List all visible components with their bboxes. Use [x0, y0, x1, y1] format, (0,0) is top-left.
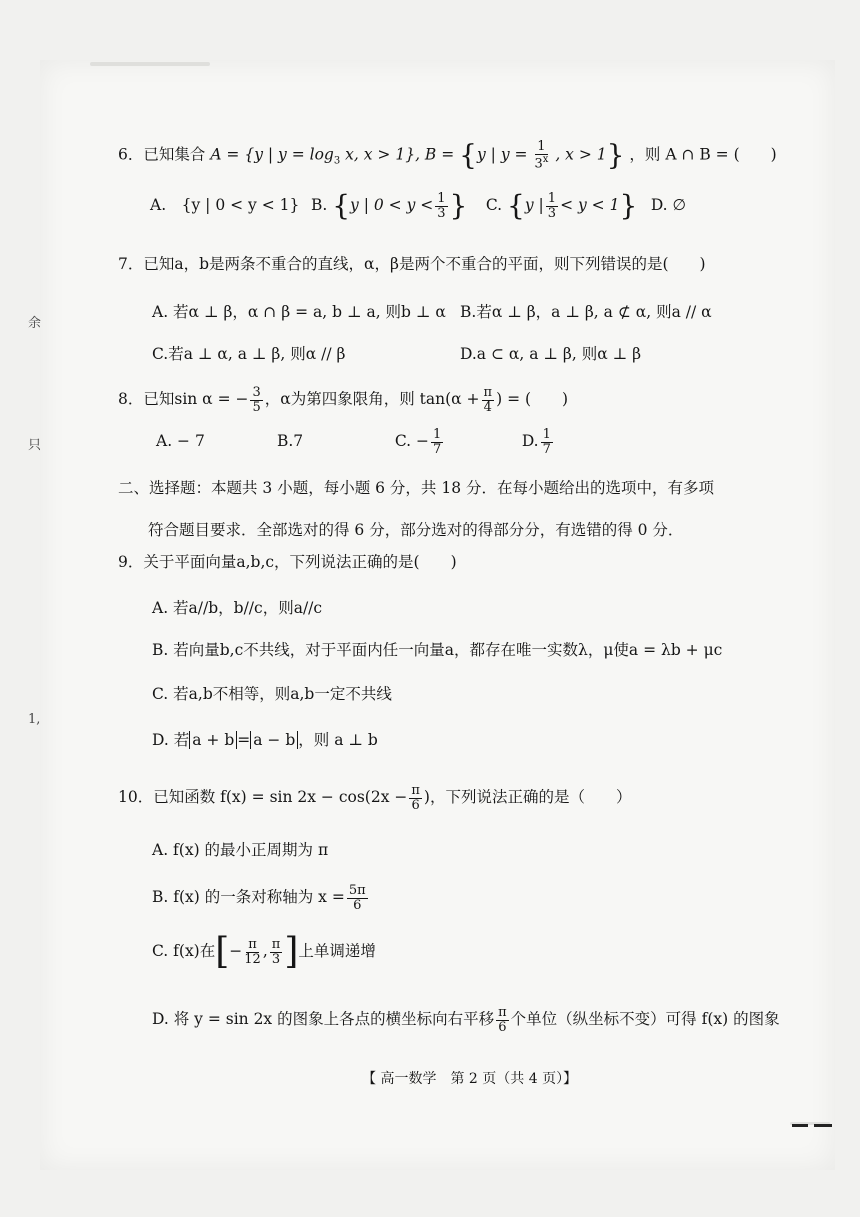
q9-abs-right: a − b — [250, 731, 298, 749]
fraction-numerator: 1 — [547, 191, 557, 206]
q7-option-d: D.a ⊂ α, a ⊥ β, 则α ⊥ β — [460, 345, 642, 363]
left-brace: { — [507, 189, 525, 223]
option-label: B. — [310, 196, 328, 215]
right-brace: } — [449, 189, 468, 223]
q7-option-c: C.若a ⊥ α, a ⊥ β, 则α // β — [152, 345, 346, 363]
q9-option-c: C. 若a,b不相等，则a,b一定不共线 — [152, 685, 392, 703]
q10-stem-pre: 10．已知函数 f(x) = sin 2x − cos(2x − — [118, 788, 408, 807]
right-brace: } — [606, 138, 625, 172]
fraction-denominator: 6 — [411, 797, 420, 813]
edge-dash — [792, 1124, 808, 1127]
fraction-denominator: 6 — [353, 897, 362, 913]
q6-stem-end: ，则 A ∩ B = ( ) — [629, 145, 777, 164]
q10-option-a: A. f(x) 的最小正周期为 π — [152, 841, 329, 859]
q10-option-d — [152, 1006, 780, 1034]
q9-option-d — [152, 730, 378, 750]
fraction-numerator: 1 — [433, 427, 442, 442]
equals-sign: = — [237, 731, 251, 749]
fraction-exponent: x — [542, 153, 549, 165]
q10-option-c: C. f(x)在[− $\frac{\pi}{12}$ , $\frac{\pi}{3}$ ]上单调递增 — [152, 931, 376, 972]
q8-option-b: B.7 — [276, 432, 304, 451]
q9-abs-left: a + b — [189, 731, 237, 749]
left-brace: { — [459, 138, 477, 172]
option-set: < y < 1 — [560, 196, 620, 215]
margin-mark: 余 — [28, 316, 42, 331]
q8-fraction — [250, 386, 262, 414]
q9-option-a: A. 若a//b，b//c，则a//c — [152, 599, 323, 617]
option-fraction — [546, 192, 558, 220]
section-2-instructions: 符合题目要求．全部选对的得 6 分，部分选对的得部分分，有选错的得 0 分． — [148, 521, 684, 539]
margin-mark: 只 — [28, 438, 42, 453]
fraction-numerator: π — [411, 783, 420, 798]
right-bracket: ] — [284, 931, 299, 972]
option-label: D. 将 y = sin 2x 的图象上各点的横坐标向右平移 — [152, 1010, 495, 1029]
option-fraction — [347, 884, 368, 912]
option-fraction — [496, 1006, 509, 1034]
q8-pi-fraction — [482, 386, 495, 414]
option-label: D. 若 — [152, 731, 190, 749]
q7-option-a: A. 若α ⊥ β，α ∩ β = a, b ⊥ a, 则b ⊥ α — [152, 303, 446, 321]
q6-option-b — [310, 189, 481, 223]
option-set: y | 0 < y < — [350, 196, 434, 215]
fraction-numerator: 1 — [542, 427, 551, 442]
q10-stem-end: )，下列说法正确的是（ ） — [423, 788, 632, 807]
question-7-stem: 7．已知a，b是两条不重合的直线，α，β是两个不重合的平面，则下列错误的是( ) — [118, 255, 706, 273]
left-brace: { — [332, 189, 351, 223]
q6-set-a-end: x, x > 1}, B = — [340, 145, 455, 164]
option-label: B. f(x) 的一条对称轴为 x = — [152, 888, 345, 907]
fraction-denominator: 6 — [498, 1019, 507, 1035]
option-fraction — [431, 428, 443, 456]
q6-option-a: A. {y | 0 < y < 1} — [150, 196, 300, 215]
q6-set-b-pre: y | y = — [477, 145, 528, 164]
fraction-denominator: 3 — [437, 205, 446, 221]
option-label: D. — [521, 432, 539, 451]
question-10-stem — [118, 784, 631, 812]
fraction-numerator: π — [498, 1005, 507, 1020]
q6-set-b-post: , x > 1 — [555, 145, 607, 164]
q6-option-c — [485, 189, 646, 223]
question-6-stem — [118, 140, 777, 171]
fraction-denominator: 3 — [534, 155, 543, 171]
q8-option-d — [522, 428, 555, 456]
q7-option-b: B.若α ⊥ β，a ⊥ β, a ⊄ α, 则a // α — [460, 303, 712, 321]
q8-option-c — [395, 428, 517, 456]
q9-option-d-tail: ，则 a ⊥ b — [298, 731, 378, 749]
margin-mark: 1, — [28, 712, 41, 727]
option-fraction — [244, 938, 261, 966]
option-label: C. — [485, 196, 503, 215]
q8-option-a: A. − 7 — [156, 432, 205, 451]
option-fraction — [270, 938, 283, 966]
q10-option-b — [152, 884, 370, 912]
fraction-numerator: π — [248, 936, 257, 952]
right-brace: } — [619, 189, 638, 223]
fraction-denominator: 4 — [483, 399, 492, 415]
left-bracket: [ — [215, 931, 230, 972]
q10-option-c-tail: 上单调递增 — [298, 942, 376, 960]
q6-option-d: D. ∅ — [650, 196, 687, 215]
question-6-options — [150, 189, 687, 223]
edge-dash — [814, 1124, 832, 1127]
fraction-numerator: π — [483, 385, 493, 400]
option-fraction — [435, 192, 447, 220]
q6-stem-start: 6．已知集合 — [118, 145, 206, 164]
fraction-numerator: 1 — [537, 139, 546, 154]
q10-pi-fraction — [409, 784, 422, 812]
q6-set-a: A = {y | y = log — [210, 145, 334, 164]
page-footer: 【 高一数学 第 2 页（共 4 页）】 — [362, 1071, 578, 1087]
fraction-numerator: 1 — [437, 191, 446, 206]
fraction-numerator: π — [271, 936, 281, 952]
q6-fraction — [534, 140, 548, 171]
option-set: y | — [524, 196, 544, 215]
fraction-denominator: 3 — [271, 951, 281, 967]
q8-stem-mid: ，α为第四象限角，则 tan(α + — [264, 390, 480, 409]
fraction-denominator: 7 — [542, 441, 551, 457]
q10-option-d-tail: 个单位（纵坐标不变）可得 f(x) 的图象 — [510, 1010, 780, 1029]
fraction-denominator: 5 — [252, 399, 261, 415]
fraction-numerator: 5π — [348, 883, 366, 898]
option-label: C. f(x)在 — [152, 942, 216, 960]
fraction-numerator: 3 — [252, 385, 261, 400]
question-9-stem: 9．关于平面向量a,b,c，下列说法正确的是( ) — [118, 553, 457, 571]
fraction-denominator: 12 — [244, 951, 261, 967]
option-fraction — [541, 428, 553, 456]
q9-option-b: B. 若向量b,c不共线，对于平面内任一向量a，都存在唯一实数λ，μ使a = λb + μc — [152, 641, 723, 659]
q8-stem-pre: 8．已知sin α = − — [118, 390, 249, 409]
fraction-denominator: 3 — [547, 205, 557, 221]
question-8-options — [156, 428, 555, 456]
option-label: C. − — [394, 432, 430, 451]
q6-log-base: 3 — [333, 155, 341, 167]
fraction-denominator: 7 — [433, 441, 442, 457]
scan-smudge — [90, 62, 210, 66]
question-8-stem — [118, 386, 568, 414]
section-2-heading: 二、选择题：本题共 3 小题，每小题 6 分，共 18 分．在每小题给出的选项中，有多项 — [118, 479, 715, 497]
q8-stem-end: ) = ( ) — [496, 390, 569, 409]
